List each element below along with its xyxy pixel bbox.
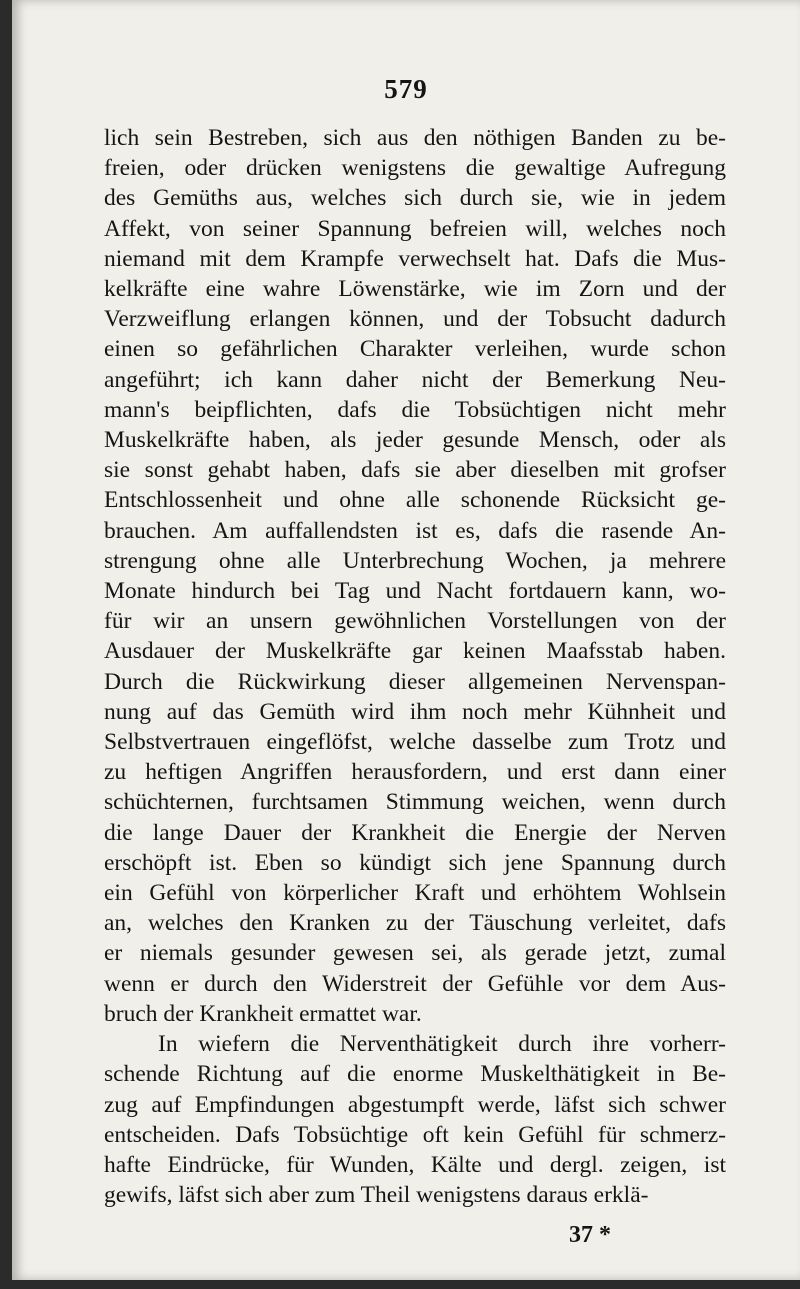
text-line: für wir an unsern gewöhnlichen Vorstellungen von der	[104, 608, 726, 635]
text-line: angeführt; ich kann daher nicht der Bemerkung Neu-	[104, 366, 726, 393]
page-number: 579	[384, 74, 428, 104]
text-line: Ausdauer der Muskelkräfte gar keinen Maafsstab haben.	[104, 638, 726, 665]
text-line: strengung ohne alle Unterbrechung Wochen, ja mehrere	[104, 547, 726, 574]
text-line: zug auf Empfindungen abgestumpft werde, läfst sich schwer	[104, 1091, 726, 1118]
paragraph	[104, 1029, 726, 1210]
text-line: an, welches den Kranken zu der Täuschung verleitet, dafs	[104, 910, 726, 937]
text-line: Verzweiflung erlangen können, und der Tobsucht dadurch	[104, 306, 726, 333]
text-line: freien, oder drücken wenigstens die gewaltige Aufregung	[104, 155, 726, 182]
text-line: Affekt, von seiner Spannung befreien will, welches noch	[104, 215, 726, 242]
text-line: Durch die Rückwirkung dieser allgemeinen Nervenspan-	[104, 668, 726, 695]
text-line: ein Gefühl von körperlicher Kraft und erhöhtem Wohlsein	[104, 880, 726, 907]
text-line: sie sonst gehabt haben, dafs sie aber dieselben mit grofser	[104, 457, 726, 484]
text-line: zu heftigen Angriffen herausfordern, und erst dann einer	[104, 759, 726, 786]
book-page	[12, 0, 800, 1280]
text-line: die lange Dauer der Krankheit die Energie der Nerven	[104, 819, 726, 846]
text-line: Monate hindurch bei Tag und Nacht fortdauern kann, wo-	[104, 578, 726, 605]
text-line: Entschlossenheit und ohne alle schonende Rücksicht ge-	[104, 487, 726, 514]
text-line: niemand mit dem Krampfe verwechselt hat. Dafs die Mus-	[104, 245, 726, 272]
text-line: Muskelkräfte haben, als jeder gesunde Mensch, oder als	[104, 427, 726, 454]
signature-mark: 37 *	[569, 1222, 611, 1248]
text-line: hafte Eindrücke, für Wunden, Kälte und dergl. zeigen, ist	[104, 1151, 726, 1178]
text-line: Selbstvertrauen eingeflöfst, welche dasselbe zum Trotz und	[104, 729, 726, 756]
text-line: entscheiden. Dafs Tobsüchtige oft kein Gefühl für schmerz-	[104, 1121, 726, 1148]
text-line: einen so gefährlichen Charakter verleihen, wurde schon	[104, 336, 726, 363]
text-line: schende Richtung auf die enorme Muskelthätigkeit in Be-	[104, 1061, 726, 1088]
text-line: er niemals gesunder gewesen sei, als gerade jetzt, zumal	[104, 940, 726, 967]
text-line: erschöpft ist. Eben so kündigt sich jene Spannung durch	[104, 849, 726, 876]
text-line: nung auf das Gemüth wird ihm noch mehr Kühnheit und	[104, 698, 726, 725]
text-line: bruch der Krankheit ermattet war.	[104, 1000, 422, 1027]
text-line: des Gemüths aus, welches sich durch sie, wie in jedem	[104, 185, 726, 212]
paragraph	[104, 123, 726, 1029]
text-line: mann's beipflichten, dafs die Tobsüchtigen nicht mehr	[104, 396, 726, 423]
text-line: brauchen. Am auffallendsten ist es, dafs die rasende An-	[104, 517, 726, 544]
text-line: In wiefern die Nerventhätigkeit durch ihre vorherr-	[158, 1031, 726, 1058]
body-text	[104, 123, 726, 1210]
text-line: lich sein Bestreben, sich aus den nöthigen Banden zu be-	[104, 125, 726, 151]
text-line: kelkräfte eine wahre Löwenstärke, wie im Zorn und der	[104, 276, 726, 303]
text-line: schüchternen, furchtsamen Stimmung weichen, wenn durch	[104, 789, 726, 816]
text-line: gewifs, läfst sich aber zum Theil wenigstens daraus erklä-	[104, 1182, 649, 1209]
text-line: wenn er durch den Widerstreit der Gefühle vor dem Aus-	[104, 970, 726, 997]
